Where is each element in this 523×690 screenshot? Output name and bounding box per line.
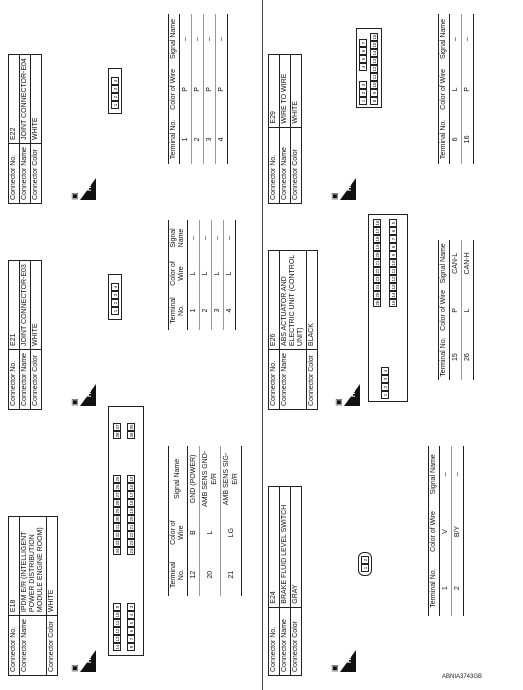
pin-cell: 23 [375,276,380,282]
pin-cell: 33 [115,540,120,546]
pin-cell: 1 [111,307,119,315]
terminal-cell: 1 [180,115,192,164]
header-color: Color of Wire [169,64,180,115]
pin-row [111,77,119,109]
wire-color-cell: L [224,256,236,291]
connector-color-value: WHITE [31,261,42,350]
connector-panel-e21 [8,210,258,410]
connector-no-value: E29 [269,55,280,128]
hs-label: H.S. [351,385,357,397]
camera-icon: ▣ [334,398,343,406]
label-connector-name: Connector Name [280,127,291,203]
table-row [204,14,216,164]
pin-cell: 2 [361,556,369,564]
header-color: Color of Wire [169,256,188,291]
connector-panel-e29 [268,4,518,204]
pin-row [361,556,369,572]
connector-diagram-e22 [108,68,122,114]
header-color: Color of Wire [429,503,440,561]
terminal-cell: 2 [200,291,212,330]
pin-cell: 23 [129,540,134,546]
connector-name-value: JOINT CONNECTOR-E03 [20,261,31,350]
signal-name-cell: – [452,446,464,503]
connector-diagram-e29 [356,28,382,108]
pin-cell: 11 [391,268,396,274]
hs-icon [330,178,356,200]
table-row [212,220,224,330]
table-row [180,14,192,164]
terminal-cell: 4 [216,115,228,164]
pin-cell: 2 [381,383,389,391]
label-connector-color: Connector Color [291,127,302,203]
label-connector-color: Connector Color [31,349,42,409]
pin-cell: 14 [372,50,377,56]
pin-cell: 15 [129,476,134,482]
table-row [450,240,462,380]
pin-cell: 1 [381,391,389,399]
connector-name-value: WIRE TO WIRE [280,55,291,128]
pin-cell: 19 [129,508,134,514]
hs-label: H.S. [87,385,93,397]
connector-no-value: E26 [269,251,280,350]
connector-name-value: JOINT CONNECTOR-E04 [20,55,31,144]
pin-cell: 20 [375,252,380,258]
pin-cell: 8 [389,243,397,251]
header-color: Color of Wire [439,64,450,115]
pin-cell: 4 [127,611,135,619]
pin-cell: 13 [391,284,396,290]
header-signal: Signal Name [169,14,180,64]
pin-cell: 2 [359,89,367,97]
pin-row-b [127,603,135,651]
wire-color-cell: P [450,287,462,334]
pin-cell: 20 [129,516,134,522]
pin-cell: 25 [375,292,380,298]
wire-color-cell: B/Y [452,503,464,561]
pin-cell: 7 [389,235,397,243]
wire-color-cell: P [204,64,216,115]
label-connector-no: Connector No. [269,607,280,675]
pin-cell: 6 [127,627,135,635]
wire-color-cell: L [188,256,200,291]
connector-name-value: IPDM E/R (INTELLIGENT POWER DISTRIBUTION MODULE ENGINE ROOM) [20,517,47,616]
label-connector-color: Connector Color [291,607,302,675]
pin-cell: 38 [115,432,120,438]
connector-color-value: WHITE [47,517,58,616]
pin-cell: 16 [129,484,134,490]
pin-cell: 9 [370,89,378,97]
connector-no-value: E18 [9,517,20,616]
terminal-cell: 2 [192,115,204,164]
signal-name-cell: GND (POWER) [188,446,200,512]
signal-name-cell: AMB SENS GND-E/R [200,446,221,512]
pin-cell: 7 [127,635,135,643]
wire-color-cell: L [200,512,221,554]
pin-cell: 22 [129,532,134,538]
table-row [440,446,452,616]
wire-color-cell: LG [221,512,242,554]
pin-cell: 21 [375,260,380,266]
signal-name-cell: – [212,220,224,256]
pin-cell: 30 [115,516,120,522]
pin-cell: 31 [115,524,120,530]
connector-header-e18 [8,516,58,676]
horizontal-divider [262,0,263,690]
pin-cell: 13 [115,636,120,642]
connector-color-value: GRAY [291,487,302,608]
connector-diagram-e21 [108,274,122,320]
wire-color-cell: L [212,256,224,291]
pin-cell: 5 [389,219,397,227]
signal-table-e18 [168,446,242,596]
pin-cell: 3 [359,81,367,89]
signal-name-cell: – [188,220,200,256]
pin-row-a [113,603,121,651]
table-row [462,14,474,164]
signal-name-cell: – [216,14,228,64]
camera-icon: ▣ [70,192,79,200]
hs-label: H.S. [347,179,353,191]
connector-color-value: WHITE [31,55,42,144]
pin-cell: 3 [111,291,119,299]
terminal-cell: 15 [450,334,462,380]
signal-name-cell: – [462,14,474,64]
pin-cell: 34 [115,548,120,554]
label-connector-no: Connector No. [9,143,20,203]
label-connector-name: Connector Name [20,349,31,409]
signal-table-e22 [168,14,228,164]
pin-row-bottom [370,33,378,105]
pin-cell: 1 [361,564,369,572]
signal-table-e24 [428,446,464,616]
connector-color-value: BLACK [307,251,318,350]
pin-cell: 16 [375,220,380,226]
signal-name-cell: – [440,446,452,503]
connector-panel-e24 [268,416,518,676]
hs-label: H.S. [87,179,93,191]
pin-cell: 2 [111,93,119,101]
header-terminal: Terminal No. [169,553,188,596]
connector-header-e29 [268,54,302,204]
signal-name-cell: CAN-H [462,240,474,287]
pin-cell: 24 [129,548,134,554]
pin-cell: 18 [375,236,380,242]
header-signal: Signal Name [169,220,188,256]
label-connector-color: Connector Color [307,350,318,410]
header-signal: Signal Name [439,240,450,287]
pin-cell: 19 [375,244,380,250]
header-terminal: Terminal No. [429,560,440,616]
signal-name-cell: – [204,14,216,64]
hs-label: H.S. [347,651,353,663]
table-row [452,446,464,616]
pin-cell: 12 [391,276,396,282]
header-terminal: Terminal No. [439,334,450,380]
table-row [192,14,204,164]
terminal-cell: 2 [452,560,464,616]
connector-diagram-e18 [108,406,144,656]
pin-cell: 3 [381,375,389,383]
connector-panel-e18 [8,416,258,676]
connector-name-value: BRAKE FLUID LEVEL SWITCH [280,487,291,608]
connector-color-value: WHITE [291,55,302,128]
connector-panel-e26 [268,210,518,410]
table-row [188,220,200,330]
terminal-cell: 6 [450,115,462,164]
connector-header-e21 [8,260,42,410]
pin-cell: 8 [127,643,135,651]
pin-cell: 35 [129,424,134,430]
hs-icon [334,384,360,406]
pin-row-top [373,219,381,307]
hs-icon [330,650,356,672]
connector-header-e22 [8,54,42,204]
signal-name-cell: AMB SENS SIG-E/R [221,446,242,512]
hs-icon [70,650,96,672]
connector-no-value: E21 [9,261,20,350]
pin-cell: 8 [370,97,378,105]
signal-name-cell: – [450,14,462,64]
signal-table-e26 [438,240,474,380]
camera-icon: ▣ [330,192,339,200]
hs-icon [70,178,96,200]
pin-cell: 21 [129,524,134,530]
terminal-cell: 26 [462,334,474,380]
header-color: Color of Wire [169,512,188,554]
pin-cell: 12 [372,66,377,72]
table-row [224,220,236,330]
pin-row-d [127,475,135,555]
pin-cell: 14 [391,292,396,298]
pin-cell: 26 [375,300,380,306]
table-row [450,14,462,164]
pin-cell: 26 [115,484,120,490]
pin-row [111,283,119,315]
terminal-cell: 1 [440,560,452,616]
terminal-cell: 20 [200,553,221,596]
reference-code: ABNIA3743GB [442,674,483,680]
wire-color-cell: L [200,256,212,291]
header-terminal: Terminal No. [169,115,180,164]
pin-cell [359,71,367,81]
pin-cell: 27 [115,492,120,498]
header-signal: Signal Name [169,446,188,512]
pin-cell: 12 [115,628,120,634]
pin-cell: 3 [111,85,119,93]
pin-row-c [113,475,121,555]
pin-cell: 17 [129,492,134,498]
signal-name-cell: – [192,14,204,64]
label-connector-no: Connector No. [9,616,20,676]
camera-icon: ▣ [70,664,79,672]
pin-cell: 24 [375,284,380,290]
pin-cell: 9 [113,603,121,611]
wire-color-cell: B [188,512,200,554]
wire-color-cell: P [180,64,192,115]
pin-cell: 3 [127,603,135,611]
table-row [462,240,474,380]
terminal-cell: 1 [188,291,200,330]
connector-header-e26 [268,250,318,410]
table-row [216,14,228,164]
pin-cell: 4 [111,77,119,85]
table-row [221,446,242,596]
pin-cell: 10 [372,82,377,88]
pin-cell: 7 [359,39,367,47]
terminal-cell: 3 [212,291,224,330]
pin-cell: 14 [115,644,120,650]
pin-row-large [381,367,389,399]
pin-cell: 11 [372,74,377,80]
label-connector-no: Connector No. [269,127,280,203]
signal-name-cell: – [200,220,212,256]
wire-color-cell: P [192,64,204,115]
pin-cell: 15 [391,300,396,306]
label-connector-color: Connector Color [31,143,42,203]
camera-icon: ▣ [70,398,79,406]
header-terminal: Terminal No. [169,291,188,330]
terminal-cell: 21 [221,553,242,596]
connector-diagram-e26 [368,214,408,402]
label-connector-no: Connector No. [269,350,280,410]
signal-name-cell: – [180,14,192,64]
pin-cell: 2 [111,299,119,307]
label-connector-name: Connector Name [280,350,307,410]
pin-cell: 37 [115,424,120,430]
pin-cell: 10 [115,612,120,618]
pin-cell: 9 [389,251,397,259]
connector-header-e24 [268,486,302,676]
table-row [200,220,212,330]
pin-cell: 32 [115,532,120,538]
pin-cell: 16 [372,34,377,40]
pin-cell: 10 [391,260,396,266]
header-signal: Signal Name [429,446,440,503]
connector-name-value: ABS ACTUATOR AND ELECTRIC UNIT (CONTROL UNIT) [280,251,307,350]
label-connector-no: Connector No. [9,349,20,409]
pin-cell: 4 [111,283,119,291]
wire-color-cell: L [450,64,462,115]
connector-panel-e22 [8,4,258,204]
pin-cell: 15 [372,42,377,48]
pin-cell: 22 [375,268,380,274]
pin-cell: 1 [111,101,119,109]
pin-cell: 28 [115,500,120,506]
connector-diagram-e24 [358,552,372,576]
signal-name-cell: CAN-L [450,240,462,287]
signal-table-e29 [438,14,474,164]
pin-cell: 5 [127,619,135,627]
camera-icon: ▣ [330,664,339,672]
pin-cell: 25 [115,476,120,482]
pin-row-f [127,423,135,439]
wire-color-cell: P [462,64,474,115]
hs-icon [70,384,96,406]
pin-cell: 6 [359,47,367,55]
header-terminal: Terminal No. [439,115,450,164]
pin-cell: 29 [115,508,120,514]
wire-color-cell: V [440,503,452,561]
pin-cell: 5 [359,55,367,63]
pin-cell: 36 [129,432,134,438]
table-row [188,446,200,596]
pin-cell: 13 [372,58,377,64]
label-connector-name: Connector Name [20,616,47,676]
pin-cell: 11 [115,620,120,626]
terminal-cell: 16 [462,115,474,164]
pin-cell: 1 [359,97,367,105]
wire-color-cell: L [462,287,474,334]
label-connector-name: Connector Name [20,143,31,203]
pin-cell: 4 [381,367,389,375]
terminal-cell: 3 [204,115,216,164]
connector-no-value: E24 [269,487,280,608]
signal-name-cell: – [224,220,236,256]
signal-table-e21 [168,220,236,330]
pin-cell: 17 [375,228,380,234]
pin-row-bottom [389,219,397,307]
pin-cell: 4 [359,63,367,71]
label-connector-color: Connector Color [47,616,58,676]
header-color: Color of Wire [439,287,450,334]
pin-row-top [359,39,367,105]
hs-label: H.S. [87,651,93,663]
table-row [200,446,221,596]
header-signal: Signal Name [439,14,450,64]
pin-cell: 6 [389,227,397,235]
wire-color-cell: P [216,64,228,115]
terminal-cell: 12 [188,553,200,596]
terminal-cell: 4 [224,291,236,330]
label-connector-name: Connector Name [280,607,291,675]
connector-no-value: E22 [9,55,20,144]
pin-cell: 18 [129,500,134,506]
pin-row-e [113,423,121,439]
